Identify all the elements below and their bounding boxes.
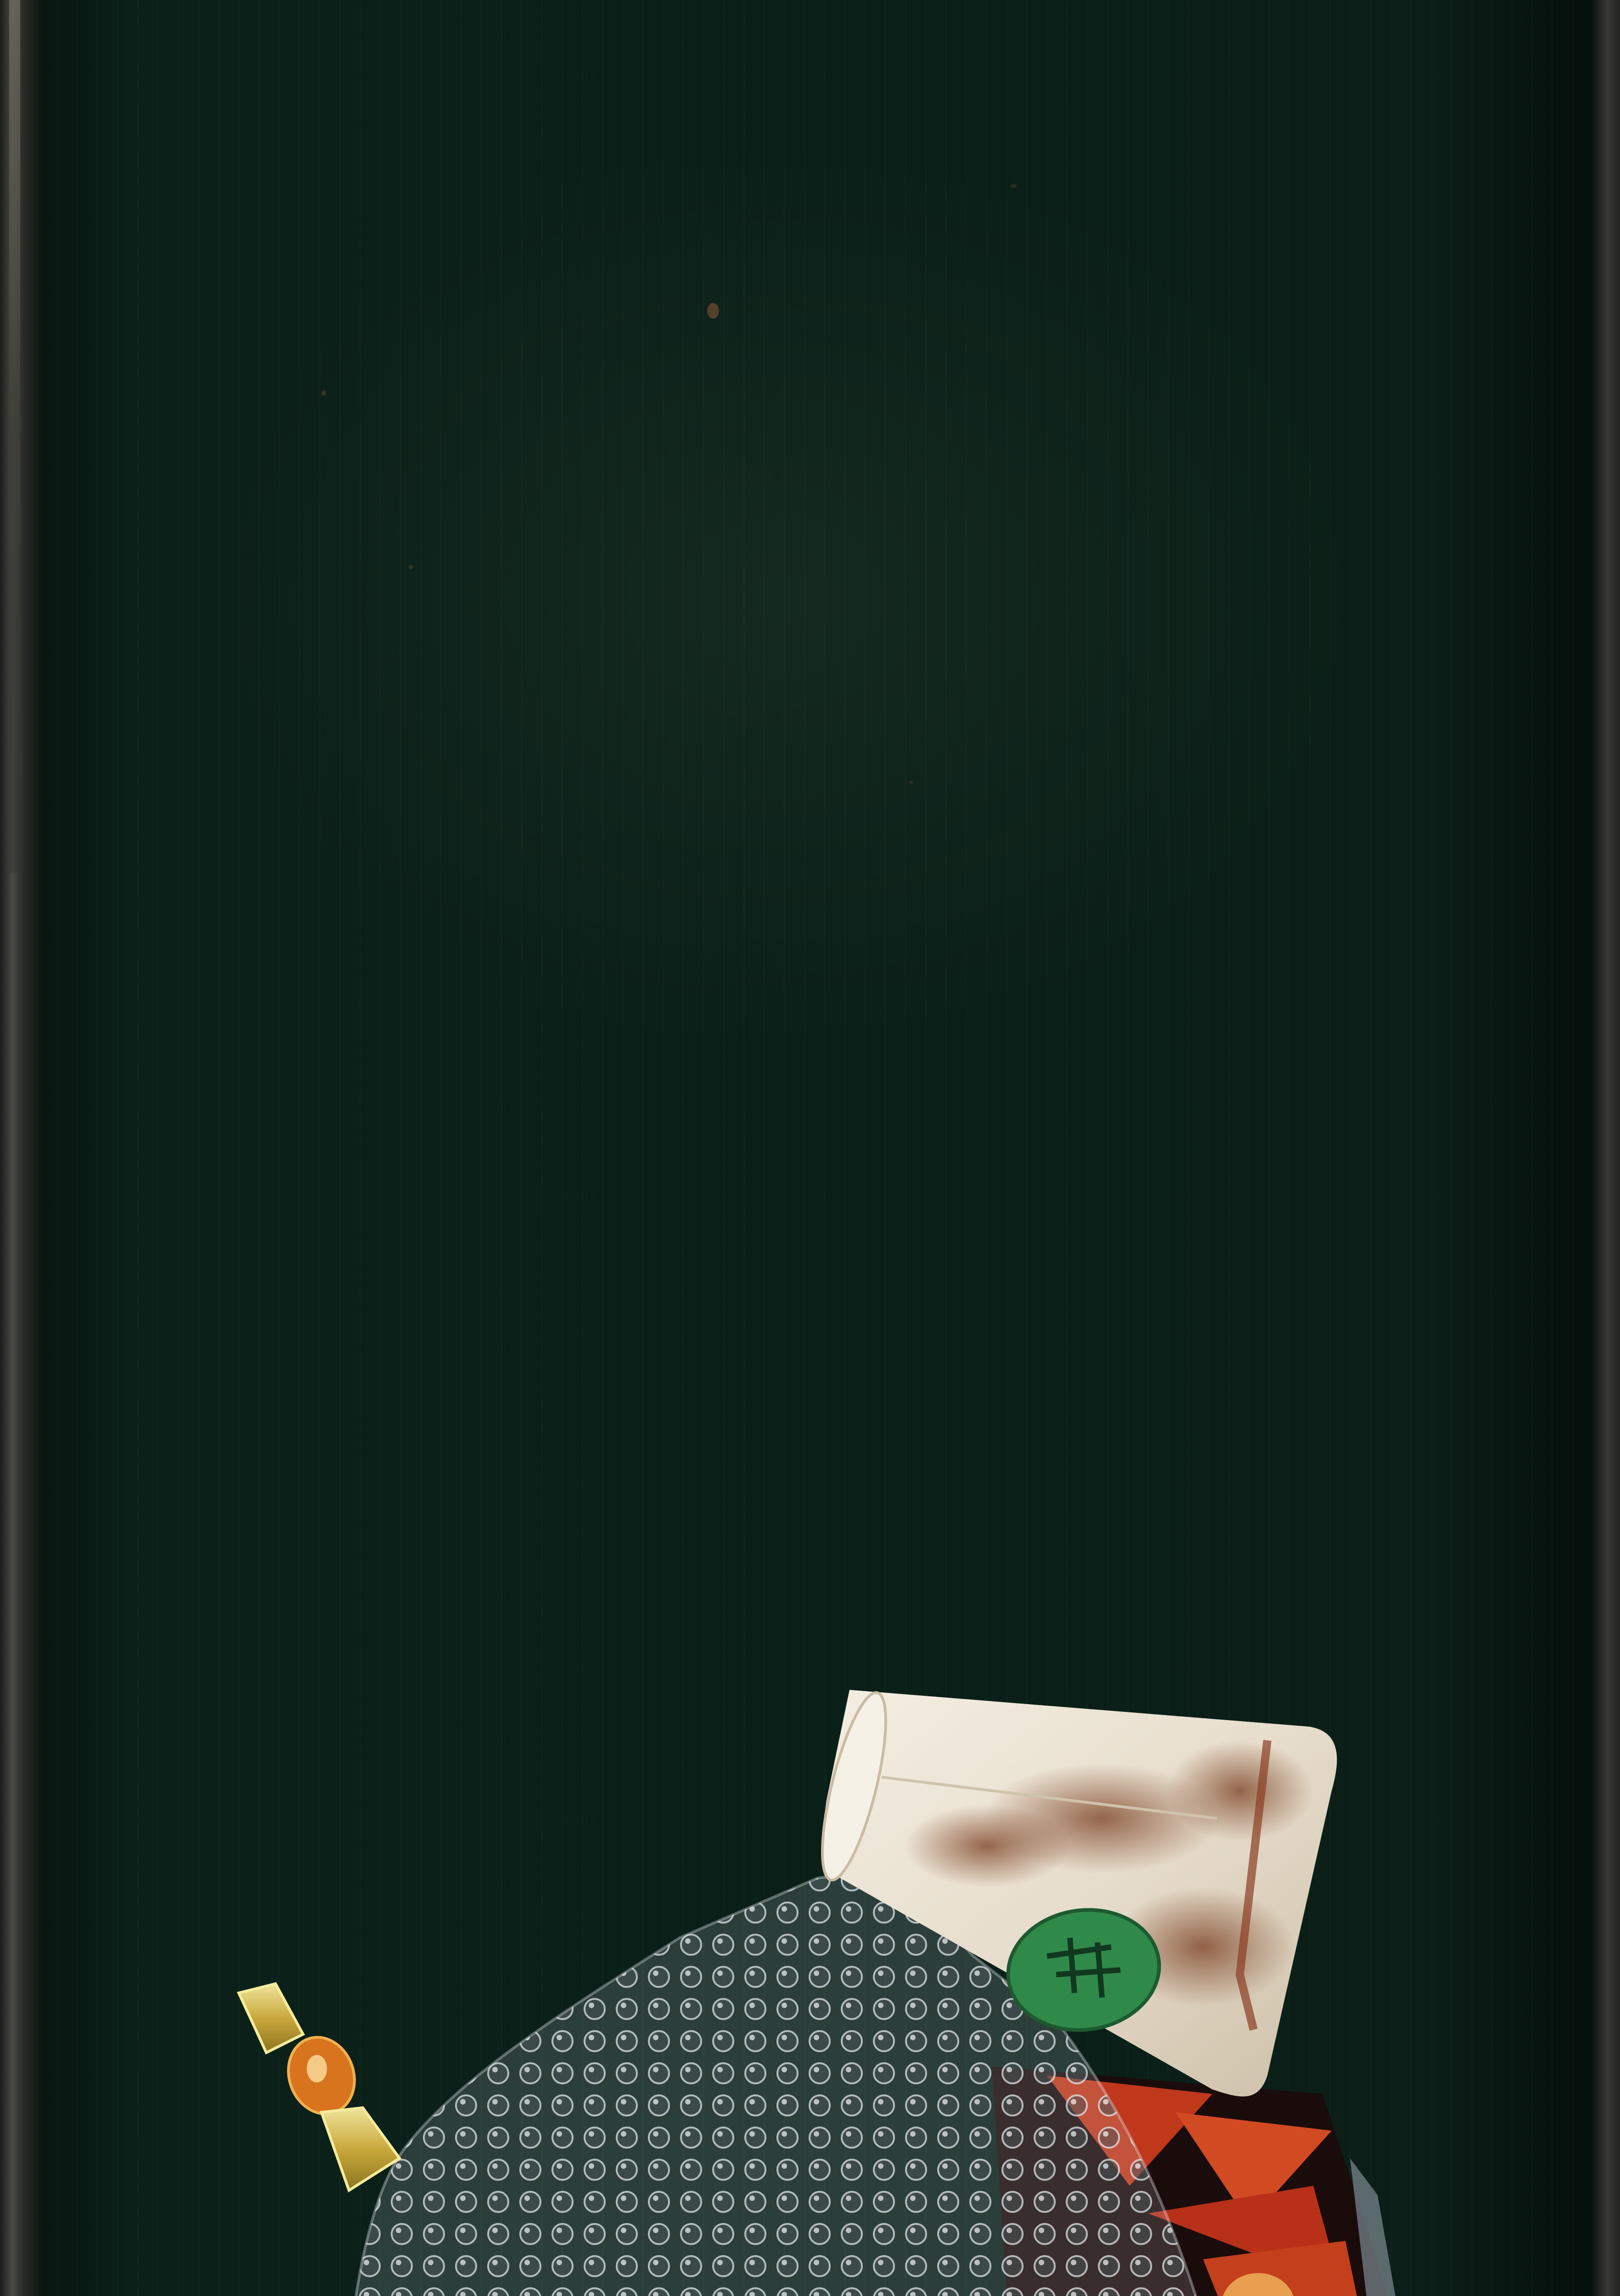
candy-icon: [239, 1984, 399, 2190]
